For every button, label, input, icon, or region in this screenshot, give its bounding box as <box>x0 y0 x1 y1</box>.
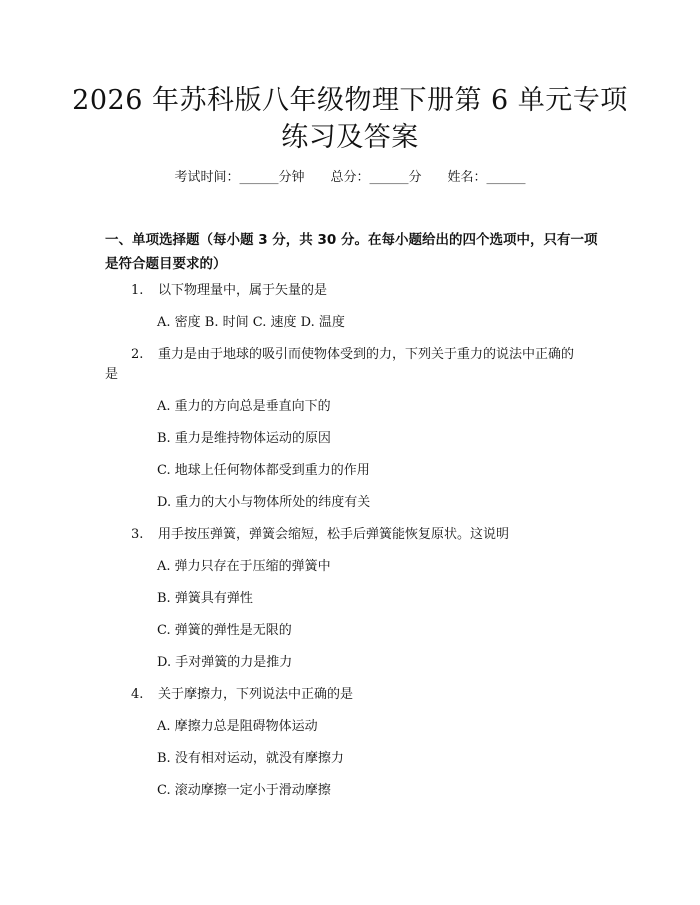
question-text: 用手按压弹簧，弹簧会缩短，松手后弹簧能恢复原状。这说明 <box>158 527 510 542</box>
document-title-line-1: 2026 年苏科版八年级物理下册第 6 单元专项 <box>72 85 628 116</box>
question-3 <box>131 525 509 545</box>
question-2-text-continued: 是 <box>105 367 119 382</box>
question-2-option-a: A. 重力的方向总是垂直向下的 <box>157 399 331 414</box>
section-heading-line-1: 一、单项选择题（每小题 3 分，共 30 分。在每小题给出的四个选项中，只有一项 <box>105 232 598 248</box>
question-text: 以下物理量中，属于矢量的是 <box>158 283 328 298</box>
question-3-option-d: D. 手对弹簧的力是推力 <box>157 655 293 670</box>
question-number: 1. <box>131 283 144 298</box>
question-text: 重力是由于地球的吸引而使物体受到的力，下列关于重力的说法中正确的 <box>158 347 575 362</box>
question-text: 关于摩擦力，下列说法中正确的是 <box>158 687 354 702</box>
exam-time-field: 考试时间：______分钟 <box>174 170 305 185</box>
question-number: 3. <box>131 527 144 542</box>
question-2-option-c: C. 地球上任何物体都受到重力的作用 <box>157 463 370 478</box>
question-2-option-d: D. 重力的大小与物体所处的纬度有关 <box>157 495 371 510</box>
question-3-option-b: B. 弹簧具有弹性 <box>157 591 253 606</box>
document-title-line-2: 练习及答案 <box>281 122 419 153</box>
question-4-option-c: C. 滚动摩擦一定小于滑动摩擦 <box>157 783 331 798</box>
question-number: 2. <box>131 347 144 362</box>
question-4-option-b: B. 没有相对运动，就没有摩擦力 <box>157 751 344 766</box>
question-2 <box>131 345 574 365</box>
section-heading <box>105 228 605 276</box>
question-2-option-b: B. 重力是维持物体运动的原因 <box>157 431 331 446</box>
question-4-option-a: A. 摩擦力总是阻碍物体运动 <box>157 719 318 734</box>
total-score-field: 总分：______分 <box>330 170 422 185</box>
question-3-option-a: A. 弹力只存在于压缩的弹簧中 <box>157 559 331 574</box>
question-1 <box>131 281 327 301</box>
question-4 <box>131 685 353 705</box>
question-number: 4. <box>131 687 144 702</box>
student-name-field: 姓名：______ <box>447 170 526 185</box>
question-3-option-c: C. 弹簧的弹性是无限的 <box>157 623 292 638</box>
question-1-options: A. 密度 B. 时间 C. 速度 D. 温度 <box>157 315 345 330</box>
exam-meta <box>0 168 700 188</box>
section-heading-line-2: 是符合题目要求的） <box>105 256 227 272</box>
